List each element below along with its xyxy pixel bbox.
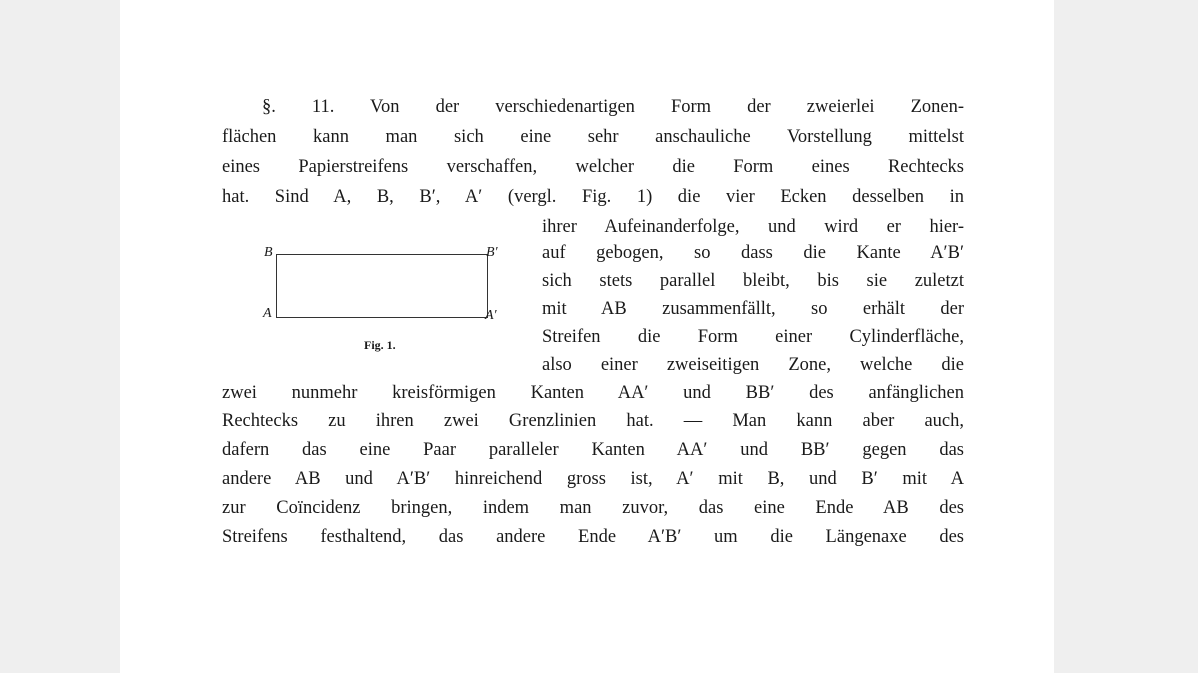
text-line: Streifen die Form einer Cylinderfläche, [542,327,964,347]
label-b-prime: B′ [486,245,498,260]
text-line: also einer zweiseitigen Zone, welche die [542,355,964,375]
figure-1 [260,240,510,360]
text-line: eines Papierstreifens verschaffen, welcher die Form eines Rechtecks [222,157,964,177]
text-line: mit AB zusammenfällt, so erhält der [542,299,964,319]
text-line: zwei nunmehr kreisförmigen Kanten AA′ und BB′ des anfänglichen [222,383,964,403]
text-line: Rechtecks zu ihren zwei Grenzlinien hat. — Man kann aber auch, [222,411,964,431]
label-a-prime: A′ [485,308,497,323]
label-a: A [263,306,272,321]
text-line: §. 11. Von der verschiedenartigen Form der zweierlei Zonen- [262,97,964,117]
text-line: andere AB und A′B′ hinreichend gross ist, A′ mit B, und B′ mit A [222,469,964,489]
text-line: Streifens festhaltend, das andere Ende A′B′ um die Längenaxe des [222,527,964,547]
text-line: flächen kann man sich eine sehr anschauliche Vorstellung mittelst [222,127,964,147]
figure-caption: Fig. 1. [364,338,396,352]
text-line: zur Coïncidenz bringen, indem man zuvor, das eine Ende AB des [222,498,964,518]
rectangle-diagram [276,254,488,318]
text-line: sich stets parallel bleibt, bis sie zuletzt [542,271,964,291]
text-line: hat. Sind A, B, B′, A′ (vergl. Fig. 1) die vier Ecken desselben in [222,187,964,207]
label-b: B [264,245,273,260]
text-line: auf gebogen, so dass die Kante A′B′ [542,243,964,263]
document-page [120,0,1054,673]
text-line: dafern das eine Paar paralleler Kanten AA′ und BB′ gegen das [222,440,964,460]
text-line: ihrer Aufeinanderfolge, und wird er hier- [542,217,964,237]
